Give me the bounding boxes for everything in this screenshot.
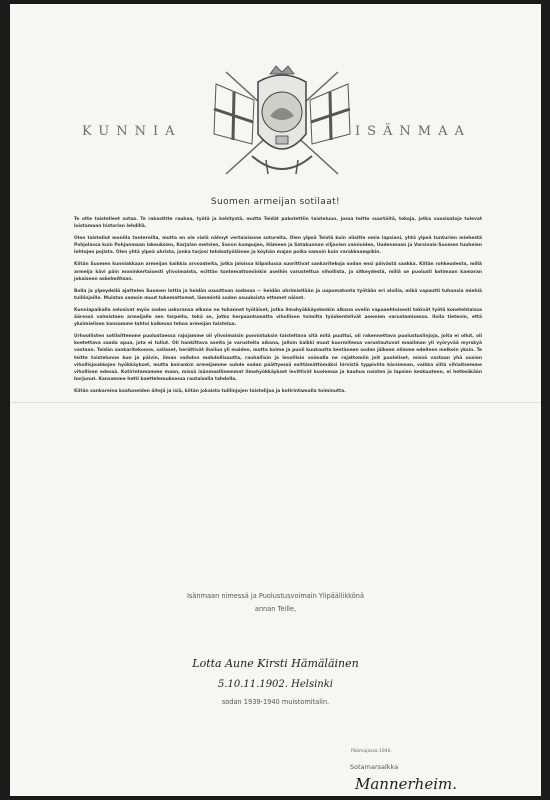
award-line-1: Isänmaan nimessä ja Puolustusvoimain Ylipäällikkönä xyxy=(186,592,364,600)
certificate-paper xyxy=(10,4,541,796)
paragraph-5: Kunniapaikalla selosivat myös sodan uskoransa alkana ne tuhannet työläiset, jotka ilmahyökkäystenkin alkana ovelin vapaaehtoisesti tekivät työtä konetehtaissa ääressä valmistaen armeijalle sen tarpeita, tekä se, jotka herpaantumatta vihollisen toimilta työskentelivät asemien varustamisessa. Iloila tietenin, että yksimielisen kansamme tahtoi kaikessa tehoa armeijan taistelua. xyxy=(74,307,482,328)
document-body xyxy=(74,216,482,400)
paragraph-1: Te otte taistelleet sotaa. Te rakastitte rauhaa, työtä ja kehitystä, mutta Teidät pakotettiin taisteluun, jossa teitte suurtöitä, tekoja, jotka vuosisatoja tulevat loistamaan historian lehdillä. xyxy=(74,217,482,230)
award-statement xyxy=(10,590,541,616)
document-title: Suomen armeijan sotilaat! xyxy=(210,197,341,207)
motto-kunnia: KUNNIA xyxy=(82,124,182,139)
signing-date: Päämajassa 1940. xyxy=(351,749,392,754)
coat-of-arms-emblem xyxy=(206,64,358,186)
motto-isanmaa: ISÄNMAA xyxy=(355,124,471,139)
paragraph-6: Urhoollisten sotilaittemme puolustaessa rajojamme oli ylivoimaisin ponnistuksin taisteltava sitä mitä puuttui, oli rakennettava puolustuslinjoja, joita ei ollut, oli koetettava saada apua, jota ei tullut. Oli hankittava aseita ja varusteita aikana, jolloin kaikki muut kuormitessa varustautuvat maailman yli vyöryvää myrskyä vastaan. Teidän sankaritekonne, saliaset, herättivät ihailua yli maiden, mutta kolme ja puoli kuukautta kestäneen sodan jälkeen olimme edelleen melkein yksin. Te teitte taistelunne kun ja päivin, ilman vaihdon mahdollisuutta, rauhallisin ja levollisin voimalla ne rajattomiin joit puoleliset, missä vastaan yhä uusien vihollisjoukkojen hyökkäykset, mutta koirankin armeijamme suhde sodan päättyessä esittämättömäksi hirvistä typpiviita kärsimean, vaikka siitä vihiaitsemme vihollisen edessä. Kotirintamamme maan, missä isänmaallisemmat ilmahyökkäykset levittivät kuolemaa ja kauhua naisten ja lapsien keskuuteen, ei hetkeäkään horjunut. Kansamme hetti koettelemuksessa rautaisella tahdolla. xyxy=(74,334,482,382)
medal-war: sodan 1939-1940 muistomitalin. xyxy=(221,698,330,706)
recipient-name: Lotta Aune Kirsti Hämäläinen xyxy=(192,657,359,670)
birth-info: 5.10.11.1902. Helsinki xyxy=(217,679,334,690)
signature: Mannerheim. xyxy=(355,775,457,793)
paragraph-4: Bolla ja ylpeydellä ajattelen Suomen lottia ja heidän osuuttaan sodassa — heidän uhrimieltään ja uupumatonta työtään eri aloilla, mikä vapautti tuhansia miehiä tulilinjoille. Muistan samoin muut tukemattomat, lämmintä sodan osuuksista ettamet näiset. xyxy=(74,288,482,301)
paragraph-7: Kiitän sankareina kaatuneiden äitejä ja isiä, kiitän jokaista tulilinjojen taistelijaa ja kotirintamalla toiminutta. xyxy=(74,388,346,394)
paragraph-3: Kiitän Suomen kunniakkaan armeijan kaikkia arvoasteita, jotka jaloissa kilpailussa suorittivat sankaritekoja sodan ensi päivästä saakka. Kiitän rohkeudesta, millä armeija kävi päin moninkertaisesti ylivoimaista, ecittän tuntemattomiinkin aseihin varustettua vihollista, ja sitkeydestä, millä se puolusti kotimaan kamaran jokaiseen askelmittaan. xyxy=(74,262,482,282)
paragraph-2: Olen taistellut monilla tantereilla, mutta en ole vielä nähnyt vertaisianne sotureita. Olen ylpeä Teistä kuin olisitte omia lapsiani, yhtä ylpeä tunturien miehestä Pohjolassa kuin Pohjanmaan lakeuksien, Karjalan metsien, Savon kumpujen, Hämeen ja Satakunnan viljavien vainioiden, Uudenmaan ja Varsinais-Suomen tuuheien lehtojen pojista. Olen yhtä ylpeä uhrista, jonka tarjosi tehdastyöläinen ja köyhän majan poika samoin kuin varakkaampikin. xyxy=(74,236,482,256)
fold-line xyxy=(10,402,541,403)
award-line-2: annan Teille, xyxy=(254,605,297,613)
signer-rank: Sotamarsalkka xyxy=(350,763,399,771)
